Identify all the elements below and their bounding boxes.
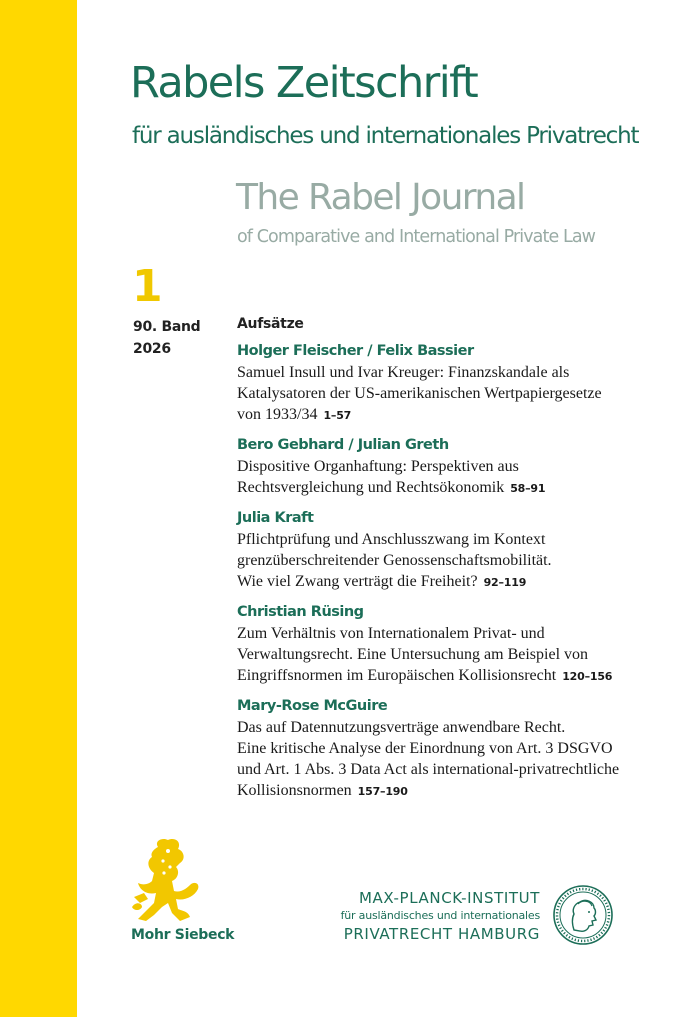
- journal-title-en: The Rabel Journal: [236, 177, 525, 218]
- article-title-text: Kollisionsnormen: [237, 782, 352, 799]
- article-authors: Holger Fleischer / Felix Bassier: [237, 343, 474, 359]
- article-title-text: von 1933/34: [237, 406, 318, 423]
- article-authors: Mary-Rose McGuire: [237, 698, 388, 714]
- toc-article: [237, 601, 657, 687]
- article-title-line: [237, 550, 657, 571]
- issue-number: 1: [132, 261, 163, 312]
- article-pages: 1–57: [323, 409, 352, 422]
- toc-article: [237, 507, 657, 593]
- journal-title-de: Rabels Zeitschrift: [130, 58, 478, 108]
- article-title-line: [237, 571, 657, 593]
- journal-subtitle-en: of Comparative and International Private Law: [237, 227, 596, 247]
- article-title-text: grenzüberschreitender Genossenschaftsmobilität.: [237, 552, 552, 569]
- article-list: [237, 340, 657, 802]
- article-title-line: [237, 477, 657, 499]
- volume-label: 90. Band: [133, 319, 201, 335]
- article-title-line: [237, 362, 657, 383]
- article-pages: 157–190: [357, 785, 408, 798]
- article-title-text: Zum Verhältnis von Internationalem Privat- und: [237, 625, 545, 642]
- institute-block: [341, 888, 540, 944]
- journal-subtitle-de: für ausländisches und internationales Privatrecht: [132, 123, 639, 149]
- article-title-line: [237, 780, 657, 802]
- article-title-line: [237, 404, 657, 426]
- article-title-text: Dispositive Organhaftung: Perspektiven aus: [237, 458, 519, 475]
- article-pages: 58–91: [510, 482, 546, 495]
- article-title-text: Pflichtprüfung und Anschlusszwang im Kontext: [237, 531, 546, 548]
- table-of-contents: [237, 314, 657, 810]
- article-authors: Bero Gebhard / Julian Greth: [237, 437, 449, 453]
- volume-info: [133, 316, 200, 360]
- article-pages: 92–119: [483, 576, 527, 589]
- toc-heading: Aufsätze: [237, 316, 304, 332]
- toc-article: [237, 434, 657, 499]
- toc-article: [237, 340, 657, 426]
- publisher-name: Mohr Siebeck: [131, 927, 235, 943]
- article-title-line: [237, 456, 657, 477]
- article-title-line: [237, 623, 657, 644]
- article-title-line: [237, 759, 657, 780]
- article-pages: 120–156: [562, 670, 613, 683]
- article-title-text: Rechtsvergleichung und Rechtsökonomik: [237, 479, 505, 496]
- article-title-text: Wie viel Zwang verträgt die Freiheit?: [237, 573, 478, 590]
- institute-line-3: PRIVATRECHT HAMBURG: [343, 925, 540, 943]
- volume-year: 2026: [133, 341, 171, 357]
- article-title-line: [237, 738, 657, 759]
- article-title-line: [237, 717, 657, 738]
- article-title-text: Eine kritische Analyse der Einordnung von Art. 3 DSGVO: [237, 740, 613, 757]
- article-title-text: Verwaltungsrecht. Eine Untersuchung am Beispiel von: [237, 646, 589, 663]
- toc-article: [237, 695, 657, 802]
- institute-line-2: für ausländisches und internationales: [340, 909, 540, 922]
- article-title-line: [237, 644, 657, 665]
- lion-icon: [128, 837, 206, 925]
- article-title-text: Das auf Datennutzungsverträge anwendbare Recht.: [237, 719, 566, 736]
- institute-line-1: MAX-PLANCK-INSTITUT: [359, 889, 540, 907]
- article-title-text: und Art. 1 Abs. 3 Data Act als international-privatrechtliche: [237, 761, 620, 778]
- article-title-text: Katalysatoren der US-amerikanischen Wertpapiergesetze: [237, 385, 602, 402]
- minerva-emblem-icon: [552, 884, 614, 946]
- article-title-text: Samuel Insull und Ivar Kreuger: Finanzskandale als: [237, 364, 570, 381]
- yellow-spine-strip: [0, 0, 77, 1017]
- article-title-line: [237, 383, 657, 404]
- article-title-line: [237, 529, 657, 550]
- article-authors: Christian Rüsing: [237, 604, 364, 620]
- article-title-line: [237, 665, 657, 687]
- article-authors: Julia Kraft: [237, 510, 314, 526]
- article-title-text: Eingriffsnormen im Europäischen Kollisionsrecht: [237, 667, 557, 684]
